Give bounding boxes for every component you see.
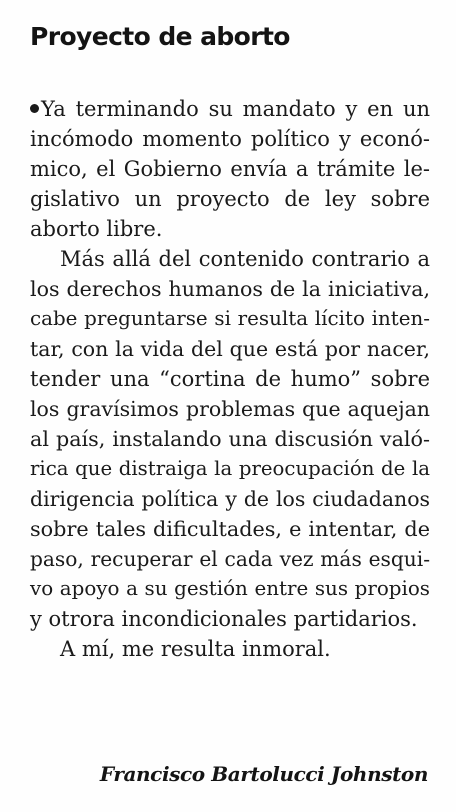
body-line: vo apoyo a su gestión entre sus propios [30, 577, 430, 600]
body-line: dirigencia política y de los ciudadanos [30, 487, 430, 511]
headline: Proyecto de aborto [30, 22, 290, 51]
body-line: tar, con la vida del que está por nacer, [30, 337, 430, 361]
body-line: aborto libre. [30, 217, 163, 241]
body-line: cabe preguntarse si resulta lícito inten- [30, 307, 430, 330]
bullet-icon [30, 104, 39, 113]
body-line: mico, el Gobierno envía a trámite le- [30, 157, 430, 181]
body-line: incómodo momento político y econó- [30, 127, 430, 151]
letter-body [30, 94, 430, 664]
body-line: rica que distraiga la preocupación de la [30, 457, 430, 480]
body-line: Ya terminando su mandato y en un [30, 94, 430, 124]
body-line: tender una “cortina de humo” sobre [30, 367, 430, 391]
body-line: los gravísimos problemas que aquejan [30, 397, 430, 421]
body-line: al país, instalando una discusión való- [30, 427, 430, 451]
body-line: gislativo un proyecto de ley sobre [30, 187, 430, 211]
body-line: Más allá del contenido contrario a [60, 247, 430, 271]
body-line: sobre tales dificultades, e intentar, de [30, 517, 430, 541]
body-line: los derechos humanos de la iniciativa, [30, 277, 430, 301]
body-line: y otrora incondicionales partidarios. [30, 607, 418, 631]
body-line: paso, recuperar el cada vez más esqui- [30, 547, 430, 571]
author-signature: Francisco Bartolucci Johnston [99, 762, 428, 786]
body-line: A mí, me resulta inmoral. [60, 637, 331, 661]
